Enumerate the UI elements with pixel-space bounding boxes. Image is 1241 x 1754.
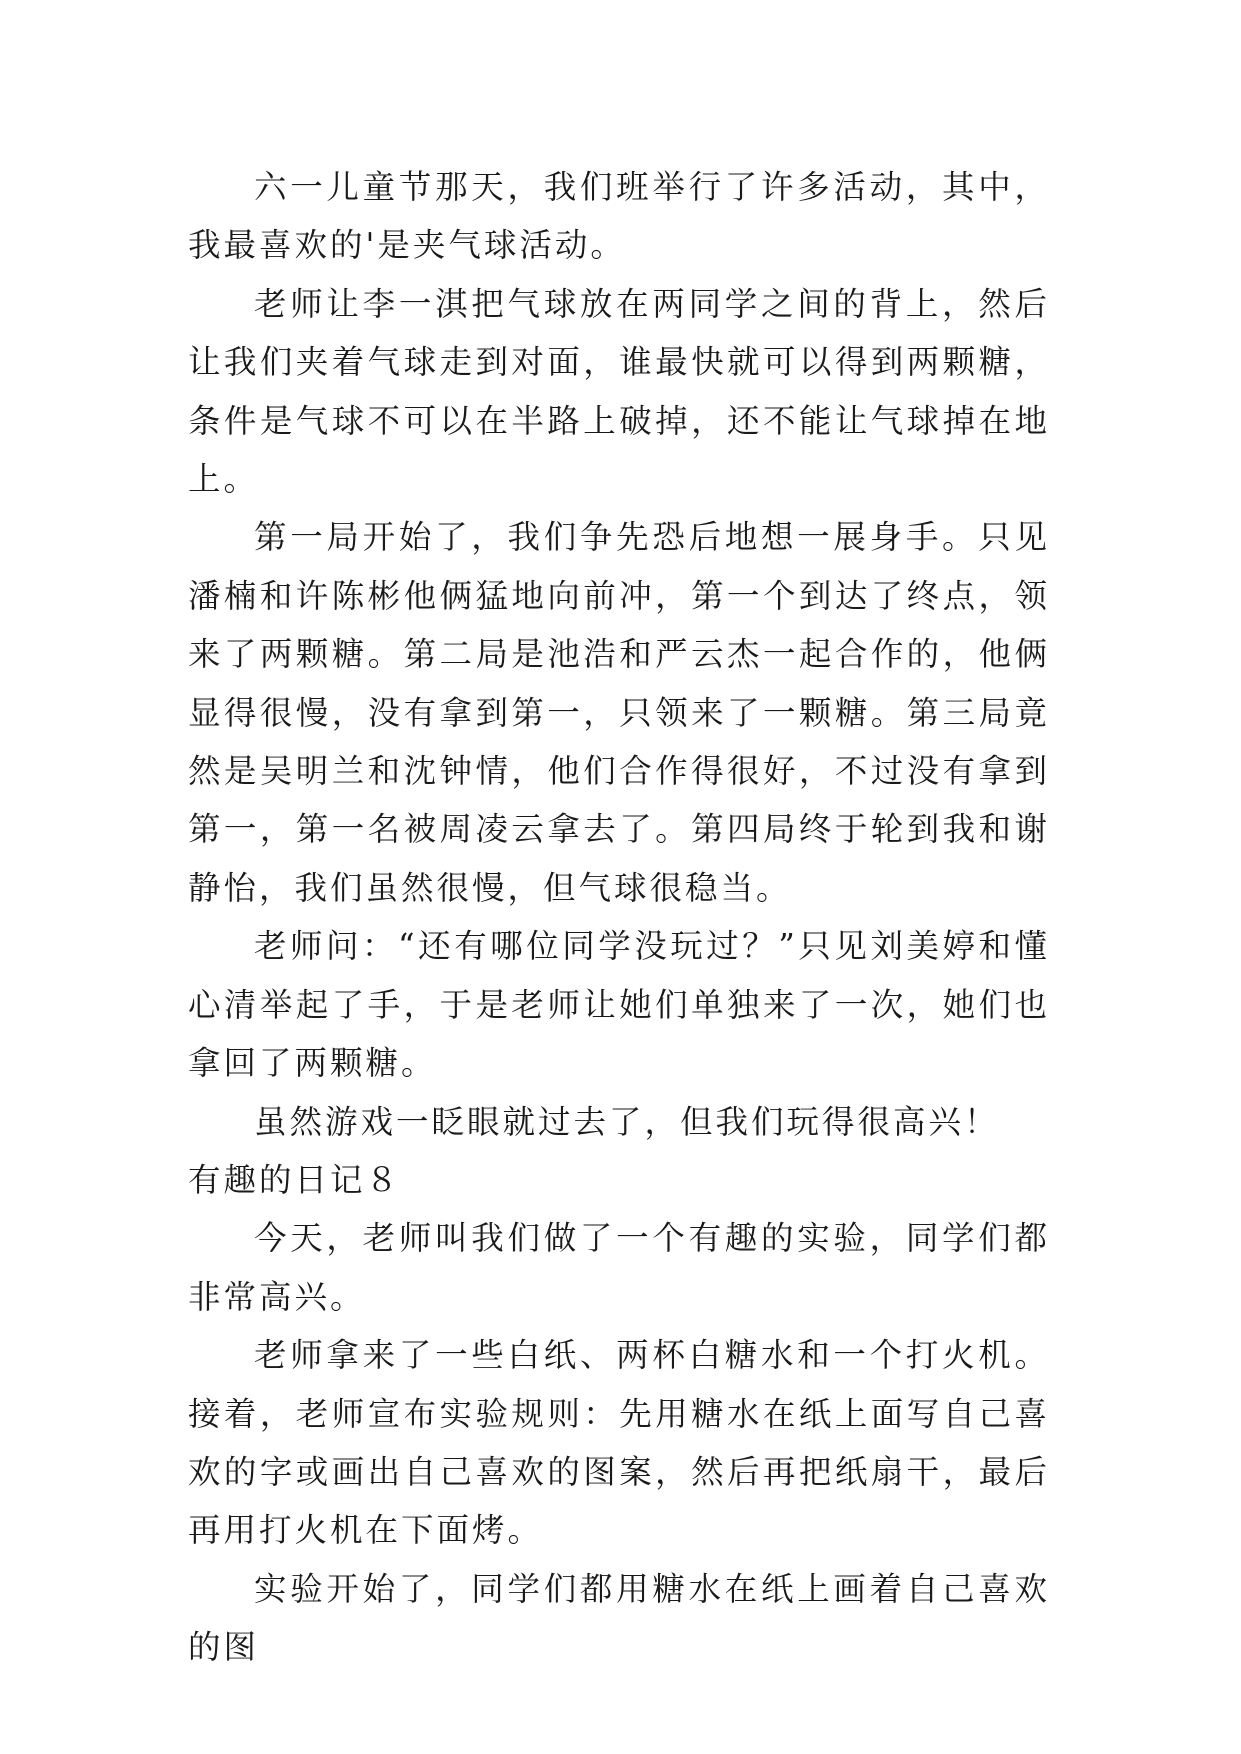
paragraph: 老师拿来了一些白纸、两杯白糖水和一个打火机。接着，老师宣布实验规则：先用糖水在纸上面写自己喜欢的字或画出自己喜欢的图案，然后再把纸扇干，最后再用打火机在下面烤。 — [188, 1336, 1050, 1550]
paragraph: 六一儿童节那天，我们班举行了许多活动，其中，我最喜欢的'是夹气球活动。 — [188, 168, 1050, 265]
paragraph: 第一局开始了，我们争先恐后地想一展身手。只见潘楠和许陈彬他俩猛地向前冲，第一个到达了终点，领来了两颗糖。第二局是池浩和严云杰一起合作的，他俩显得很慢，没有拿到第一，只领来了一颗糖。第三局竟然是吴明兰和沈钟情，他们合作得很好，不过没有拿到第一，第一名被周凌云拿去了。第四局终于轮到我和谢静怡，我们虽然很慢，但气球很稳当。 — [188, 518, 1050, 907]
paragraph: 老师问：“还有哪位同学没玩过？”只见刘美婷和懂心清举起了手，于是老师让她们单独来了一次，她们也拿回了两颗糖。 — [188, 927, 1050, 1083]
paragraph: 虽然游戏一眨眼就过去了，但我们玩得很高兴！ — [254, 1102, 1000, 1141]
section-title: 有趣的日记８ — [188, 1160, 402, 1199]
paragraph: 老师让李一淇把气球放在两同学之间的背上，然后让我们夹着气球走到对面，谁最快就可以得到两颗糖，条件是气球不可以在半路上破掉，还不能让气球掉在地上。 — [188, 284, 1050, 499]
document-body — [188, 158, 1050, 1677]
paragraph: 今天，老师叫我们做了一个有趣的实验，同学们都非常高兴。 — [188, 1219, 1050, 1316]
paragraph: 实验开始了，同学们都用糖水在纸上画着自己喜欢的图 — [188, 1569, 1050, 1667]
